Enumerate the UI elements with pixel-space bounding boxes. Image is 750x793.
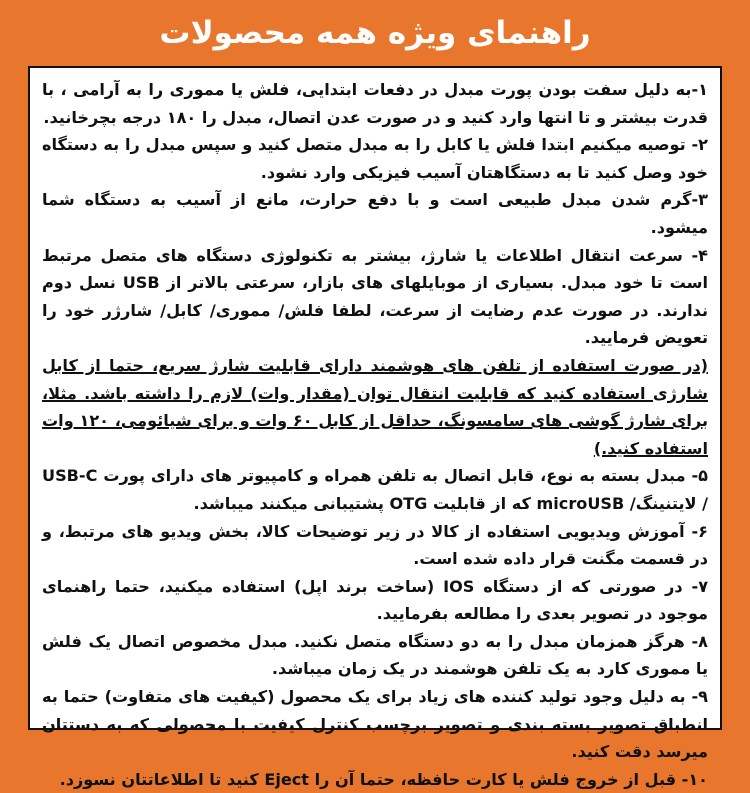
instructions-panel xyxy=(28,66,722,789)
instruction-item-4: ۴- سرعت انتقال اطلاعات یا شارژ، بیشتر به تکنولوژی دستگاه های متصل مرتبط است تا خود مبدل. بسیاری از موبایلهای های بازار، سرعتی بالاتر از USB نسل دوم ندارند. در صورت عدم رضایت از سرعت، لطفا فلش/ مموری/ کابل/ شارژر خود را تعویض فرمایید. xyxy=(42,245,708,348)
instruction-item-3: ۳-گرم شدن مبدل طبیعی است و با دفع حرارت، مانع از آسیب به دستگاه شما میشود. xyxy=(42,190,708,237)
instruction-item-5: ۵- مبدل بسته به نوع، قابل اتصال به تلفن همراه و کامپیوتر های دارای پورت USB-C / لایتنینگ/ microUSB که از قابلیت OTG پشتیبانی میکنند میباشد. xyxy=(42,466,708,513)
fast-charge-note: (در صورت استفاده از تلفن های هوشمند دارای قابلیت شارژ سریع، حتما از کابل شارژی استفاده کنید که قابلیت انتقال توان (مقدار وات) لازم را داشته باشد. مثلا، برای شارژ گوشی های سامسونگ، حداقل از کابل ۶۰ وات و برای شیائومی، ۱۲۰ وات استفاده کنید.) xyxy=(42,355,709,458)
page-title: راهنمای ویژه همه محصولات xyxy=(159,15,591,51)
instruction-item-8: ۸- هرگز همزمان مبدل را به دو دستگاه متصل نکنید. مبدل مخصوص اتصال یک فلش یا مموری کارد به یک تلفن هوشمند در یک زمان میباشد. xyxy=(42,631,708,679)
instruction-item-6: ۶- آموزش ویدیویی استفاده از کالا در زیر توضیحات کالا، بخش ویدیو های مرتبط، و در قسمت مگنت قرار داده شده است. xyxy=(42,521,708,569)
instruction-item-9: ۹- به دلیل وجود تولید کننده های زیاد برای یک محصول (کیفیت های متفاوت) حتما به انطباق تصویر بسته بندی و تصویر برچسب کنترل کیفیت با محصولی که به دستتان میرسد دقت کنید. xyxy=(42,687,708,762)
instruction-item-7: ۷- در صورتی که از دستگاه IOS (ساخت برند اپل) استفاده میکنید، حتما راهنمای موجود در تصویر بعدی را مطالعه بفرمایید. xyxy=(42,576,709,624)
instruction-item-1: ۱-به دلیل سفت بودن پورت مبدل در دفعات ابتدایی، فلش یا مموری را به آرامی ، با قدرت بیشتر و تا انتها وارد کنید و در صورت عدن اتصال، مبدل را ۱۸۰ درجه بچرخانید. xyxy=(42,80,708,127)
instruction-item-10: ۱۰- قبل از خروج فلش یا کارت حافظه، حتما آن را Eject کنید تا اطلاعاتتان نسوزد. xyxy=(59,769,708,789)
instruction-item-2: ۲- توصیه میکنیم ابتدا فلش یا کابل را به مبدل متصل کنید و سپس مبدل را به دستگاه خود وصل کنید تا به دستگاهتان آسیب فیزیکی وارد نشود. xyxy=(42,135,708,182)
